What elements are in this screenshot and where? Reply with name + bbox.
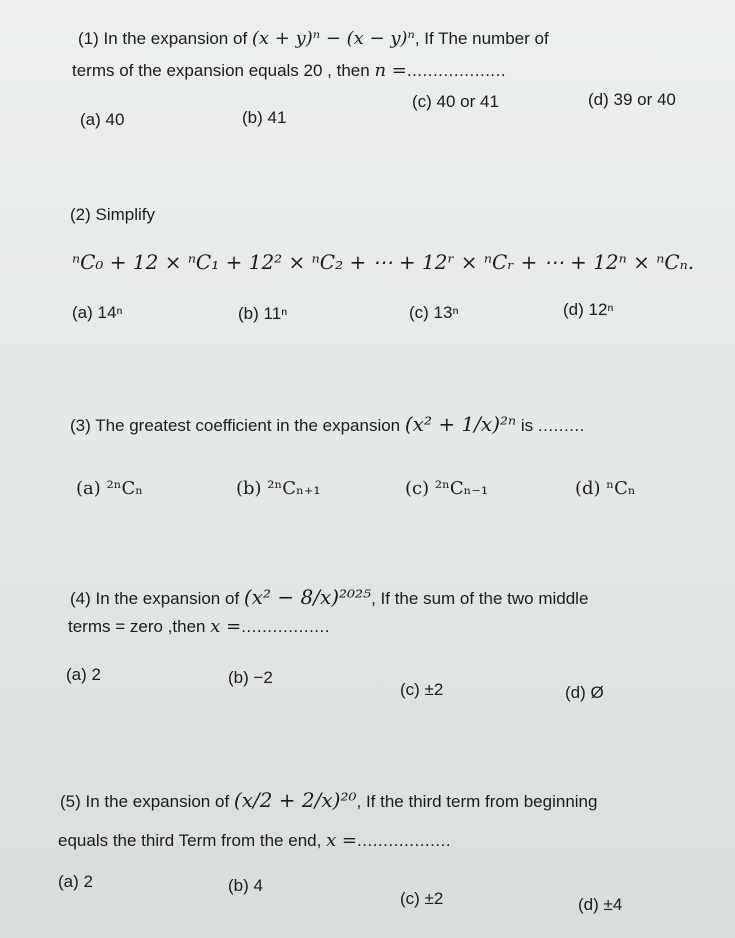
q2-option-c: (c) 13ⁿ [409,303,459,322]
q3-expression: (x² + 1/x)²ⁿ [404,412,517,436]
q5-variable: x = [326,830,358,851]
q3-answer-blank: ......... [537,416,585,435]
q4-option-b: (b) −2 [228,668,273,687]
q3-option-c: (c) ²ⁿCₙ₋₁ [405,478,489,499]
q5-option-b: (b) 4 [228,876,263,895]
q1-line1 [78,28,549,50]
q4-line2-text: terms = zero ,then [68,617,206,636]
q2-option-a: (a) 14ⁿ [72,303,123,322]
q5-option-d: (d) ±4 [578,895,623,914]
q5-prefix: (5) In the expansion of [60,792,230,811]
q3-prefix: (3) The greatest coefficient in the expansion [70,416,401,435]
q4-variable: x = [210,616,242,637]
q1-expression: (x + y)ⁿ − (x − y)ⁿ [251,28,415,49]
q4-expression: (x² − 8/x)²⁰²⁵ [243,585,372,609]
q3-option-b: (b) ²ⁿCₙ₊₁ [236,478,321,499]
q1-option-c: (c) 40 or 41 [412,92,499,111]
q1-suffix: , If The number of [414,29,549,48]
q4-suffix: , If the sum of the two middle [371,589,589,608]
q5-line2 [58,830,451,852]
q3-suffix: is [520,416,534,435]
q2-heading: (2) Simplify [70,205,156,224]
q2-expression: ⁿC₀ + 12 × ⁿC₁ + 12² × ⁿC₂ + ⋯ + 12ʳ × ⁿCᵣ + ⋯ + 12ⁿ × ⁿCₙ. [72,250,695,274]
q4-answer-blank: ................. [241,617,330,636]
q4-line1 [70,585,588,609]
q5-option-a: (a) 2 [58,872,93,891]
q2-option-d: (d) 12ⁿ [563,300,614,319]
q5-answer-blank: .................. [357,831,452,850]
q2-option-b: (b) 11ⁿ [238,304,288,323]
q5-suffix: , If the third term from beginning [356,792,598,811]
q1-option-b: (b) 41 [242,108,287,127]
q3-line1 [70,412,585,436]
q3-option-a: (a) ²ⁿCₙ [76,478,144,499]
q4-prefix: (4) In the expansion of [70,589,240,608]
q1-option-d: (d) 39 or 40 [588,90,676,109]
q1-option-a: (a) 40 [80,110,125,129]
q1-variable: n = [374,60,407,81]
q4-option-d: (d) Ø [565,683,604,702]
q5-line1 [60,788,597,812]
q4-option-a: (a) 2 [66,665,101,684]
q1-line2 [72,60,506,82]
q3-option-d: (d) ⁿCₙ [575,478,636,499]
q5-expression: (x/2 + 2/x)²⁰ [233,788,357,812]
q5-line2-text: equals the third Term from the end, [58,831,322,850]
q1-answer-blank: ................... [406,61,507,80]
q5-option-c: (c) ±2 [400,889,444,908]
q4-option-c: (c) ±2 [400,680,444,699]
q4-line2 [68,616,330,638]
q1-prefix: (1) In the expansion of [78,29,248,48]
q1-line2-text: terms of the expansion equals 20 , then [72,61,370,80]
